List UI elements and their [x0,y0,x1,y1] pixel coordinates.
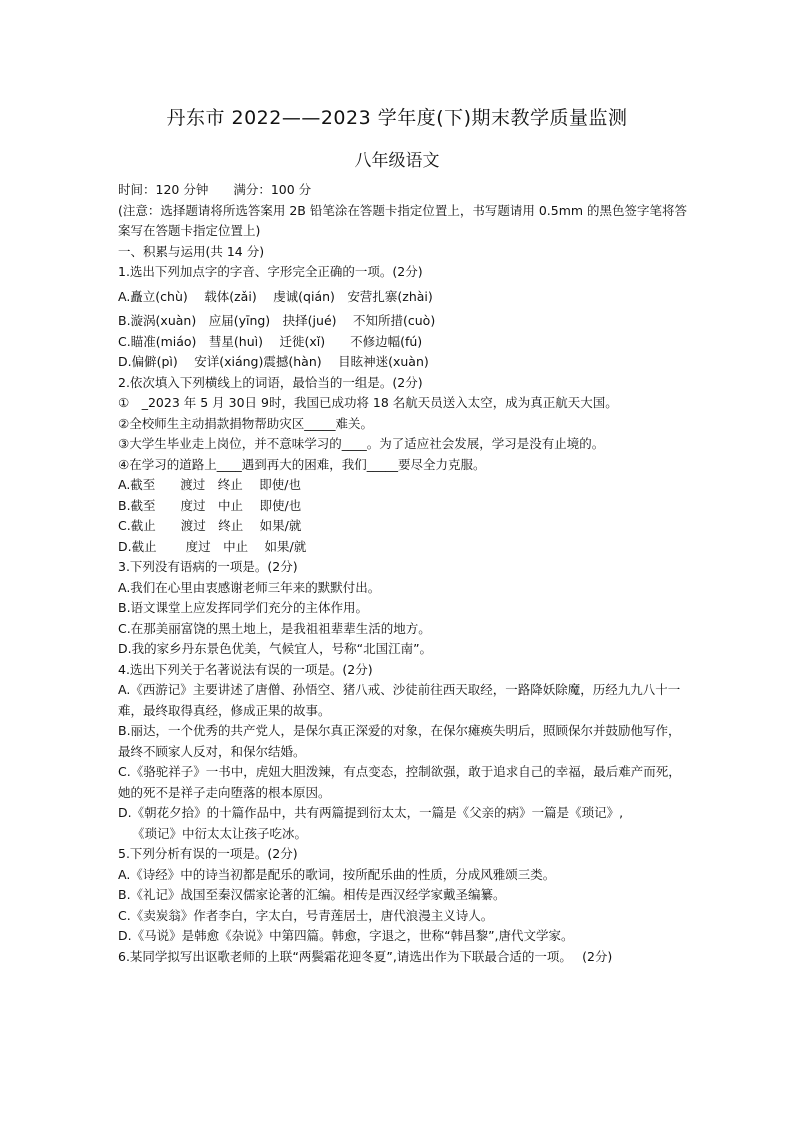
question-2-stem: 2.依次填入下列横线上的词语，最恰当的一组是。(2分) [118,374,423,390]
question-4-option-d-continued: 《琐记》中衍太太让孩子吃冰。 [132,825,308,841]
question-2-sentence-1: ① _2023 年 5 月 30日 9时，我国已成功将 18 名航天员送入太空，成为真正航天大国。 [118,395,618,410]
question-4-option-b: B.丽达，一个优秀的共产党人，是保尔真正深爱的对象，在保尔瘫痪失明后，照顾保尔并鼓励他写作，最终不顾家人反对，和保尔结婚。 [118,723,681,759]
exam-notice: (注意：选择题请将所选答案用 2B 铅笔涂在答题卡指定位置上，书写题请用 0.5mm 的黑色签字笔将答案写在答题卡指定位置上) [118,202,688,238]
question-5-option-d: D.《马说》是韩愈《杂说》中第四篇。韩愈，字退之，世称“韩昌黎”,唐代文学家。 [118,928,574,943]
question-5-option-a: A.《诗经》中的诗当初都是配乐的歌词，按所配乐曲的性质，分成风雅颂三类。 [118,866,556,882]
section-heading: 一、积累与运用(共 14 分) [118,243,265,259]
question-1-option-c: C.瞄准(miáo) 彗星(huì) 迁徙(xǐ) 不修边幅(fú) [118,333,423,349]
question-5-stem: 5.下列分析有误的一项是。(2分) [118,846,298,861]
question-2-sentence-3: ③大学生毕业走上岗位，并不意味学习的____。为了适应社会发展，学习是没有止境的。 [118,436,605,451]
question-5-option-b: B.《礼记》战国至秦汉儒家论著的汇编。相传是西汉经学家戴圣编纂。 [118,887,506,902]
page-title: 丹东市 2022——2023 学年度(下)期末教学质量监测 [166,107,628,129]
question-2-sentence-4: ④在学习的道路上____遇到再大的困难，我们_____要尽全力克服。 [118,456,486,472]
question-3-option-c: C.在那美丽富饶的黑土地上，是我祖祖辈辈生活的地方。 [118,620,431,636]
question-2-sentence-2: ②全校师生主动捐款捐物帮助灾区_____难关。 [118,415,373,431]
question-3-option-d: D.我的家乡丹东景色优美，气候宜人，号称“北国江南”。 [118,641,433,656]
question-4-option-a: A.《西游记》主要讲述了唐僧、孙悟空、猪八戒、沙徒前往西天取经，一路降妖除魔，历经九九八十一难，最终取得真经，修成正果的故事。 [118,682,681,718]
question-2-option-b: B.截至 度过 中止 即使/也 [118,497,302,513]
question-6-stem: 6.某同学拟写出讴歌老师的上联“两鬓霜花迎冬夏”,请选出作为下联最合适的一项。 (2分) [118,948,613,964]
question-4-option-c: C.《骆驼祥子》一书中，虎妞大胆泼辣，有点变态，控制欲强，敢于追求自己的幸福，最后难产而死，她的死不是祥子走向堕落的根本原因。 [118,764,681,800]
question-2-option-c: C.截止 渡过 终止 如果/就 [118,518,302,533]
exam-body [118,180,690,967]
question-1-stem: 1.选出下列加点字的字音、字形完全正确的一项。(2分) [118,264,423,279]
question-1-option-a: A.矗立(chù) 载体(zǎi) 虔诚(qián) 安营扎寨(zhài) [118,288,433,304]
question-3-stem: 3.下列没有语病的一项是。(2分) [118,559,298,574]
question-5-option-c: C.《卖炭翁》作者李白，字太白，号青莲居士，唐代浪漫主义诗人。 [118,907,494,923]
exam-info: 时间：120 分钟 满分：100 分 [118,182,312,197]
question-1-option-d: D.偏僻(pì) 安详(xiáng)震撼(hàn) 目眩神迷(xuàn) [118,354,429,369]
question-3-option-a: A.我们在心里由衷感谢老师三年来的默默付出。 [118,579,381,595]
page-subtitle: 八年级语文 [354,151,440,171]
question-4-option-d: D.《朝花夕拾》的十篇作品中，共有两篇提到衍太太，一篇是《父亲的病》一篇是《琐记》, [118,805,624,820]
question-2-option-a: A.截至 渡过 终止 即使/也 [118,477,301,492]
question-3-option-b: B.语文课堂上应发挥同学们充分的主体作用。 [118,600,369,615]
question-4-stem: 4.选出下列关于名著说法有误的一项是。(2分) [118,661,373,677]
question-2-option-d: D.截止 度过 中止 如果/就 [118,538,307,554]
question-1-option-b: B.漩涡(xuàn) 应届(yīng) 抉择(jué) 不知所措(cuò) [118,313,436,328]
